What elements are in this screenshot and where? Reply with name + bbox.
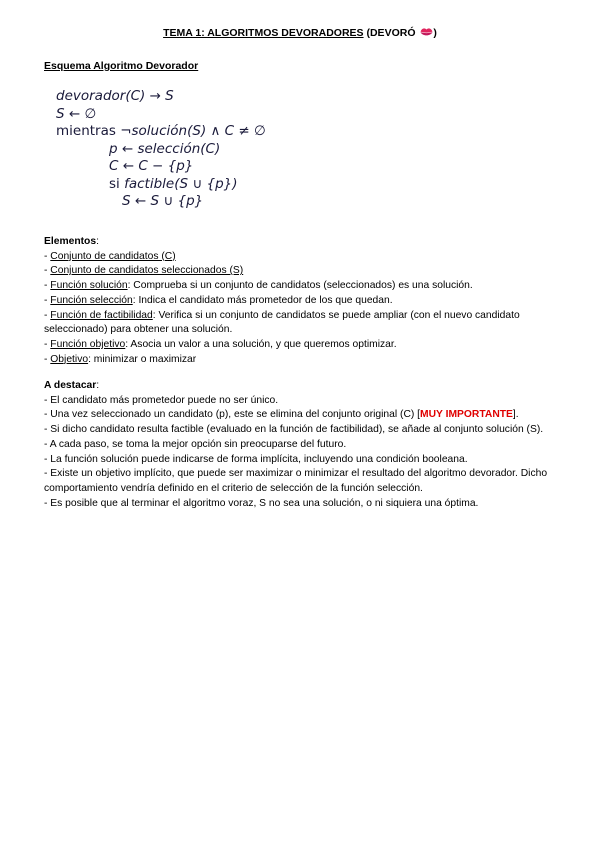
algo-line-while <box>56 123 266 141</box>
algo-select-a: p ← <box>109 140 138 157</box>
list-item <box>44 279 564 294</box>
item-desc: : minimizar o maximizar <box>88 353 197 365</box>
item-prefix: - <box>44 338 51 350</box>
algo-remove-text: C ← C − {p} <box>109 158 194 174</box>
algo-select-b: (C) <box>200 140 221 157</box>
item-term: Conjunto de candidatos seleccionados (S) <box>50 265 244 277</box>
lips-emoji-icon <box>420 27 433 41</box>
list-item <box>44 309 564 338</box>
list-item <box>44 353 564 368</box>
algo-while-fn: solución <box>131 123 188 139</box>
item-text: - Una vez seleccionado un candidato (p), este se elimina del conjunto original (C) [ <box>44 409 421 421</box>
item-desc: : Comprueba si un conjunto de candidatos (seleccionados) es una solución. <box>127 280 473 292</box>
item-term: Conjunto de candidatos (C) <box>50 250 176 262</box>
algo-while-rest: (S) ∧ C ≠ ∅ <box>187 123 266 139</box>
list-item <box>44 338 564 353</box>
title-suffix-open: (DEVORÓ <box>363 27 419 39</box>
destacar-heading <box>44 379 564 394</box>
elementos-heading-colon: : <box>96 236 99 247</box>
item-term: Función solución <box>50 280 128 292</box>
algo-line-signature <box>56 88 266 106</box>
item-term: Objetivo <box>50 353 89 365</box>
algo-while-keyword: mientras ¬ <box>56 123 132 139</box>
item-prefix: - <box>44 353 51 365</box>
item-prefix: - <box>44 250 51 262</box>
algo-line-select <box>56 141 266 159</box>
algo-line-init <box>56 106 266 124</box>
item-desc: : Asocia un valor a una solución, y que queremos optimizar. <box>125 338 397 350</box>
destacar-heading-text: A destacar <box>44 380 97 391</box>
algo-init-text: S ← ∅ <box>56 105 97 122</box>
item-prefix: - <box>44 294 51 306</box>
list-item <box>44 294 564 309</box>
algo-line-add <box>56 193 266 211</box>
list-item: - Es posible que al terminar el algoritmo voraz, S no sea una solución, o ni siquiera una óptima. <box>44 497 479 509</box>
destacar-section <box>44 379 564 511</box>
algo-signature-text: devorador(C) → S <box>56 88 174 104</box>
item-term: Función de factibilidad <box>50 309 153 321</box>
item-text-end: ]. <box>512 409 519 421</box>
important-highlight: MUY IMPORTANTE <box>420 409 513 421</box>
item-desc: : Indica el candidato más prometedor de los que quedan. <box>132 294 393 306</box>
list-item: - La función solución puede indicarse de forma implícita, incluyendo una condición booleana. <box>44 453 468 465</box>
elementos-heading <box>44 235 564 250</box>
algo-line-if <box>56 176 266 194</box>
algo-if-keyword: si <box>109 175 125 192</box>
item-term: Función selección <box>50 294 133 306</box>
list-item <box>44 408 564 423</box>
item-prefix: - <box>44 280 51 292</box>
list-item: - El candidato más prometedor puede no ser único. <box>44 394 279 406</box>
item-prefix: - <box>44 309 51 321</box>
algo-line-remove <box>56 158 266 176</box>
list-item: - Existe un objetivo implícito, que puede ser maximizar o minimizar el resultado del algoritmo devorador. Dicho comportamiento vendría definido en el criterio de selección de la función selección. <box>44 468 548 494</box>
list-item: - Si dicho candidato resulta factible (evaluado en la función de factibilidad), se añade al conjunto solución (S). <box>44 424 544 436</box>
item-term: Función objetivo <box>50 338 126 350</box>
title-main: TEMA 1: ALGORITMOS DEVORADORES <box>163 27 364 39</box>
title-suffix-close: ) <box>433 27 437 39</box>
list-item <box>44 264 564 279</box>
algo-if-fn: factible <box>124 175 175 192</box>
algorithm-pseudocode <box>56 88 266 211</box>
list-item: - A cada paso, se toma la mejor opción sin preocuparse del futuro. <box>44 438 347 450</box>
page-title <box>0 27 600 41</box>
algo-add-text: S ← S ∪ {p} <box>122 193 204 209</box>
destacar-heading-colon: : <box>96 380 100 391</box>
algo-if-b: (S ∪ {p}) <box>174 175 238 192</box>
item-desc: : Verifica si un conjunto de candidatos se puede ampliar (con el nuevo candidato seleccionado) para obtener una solución. <box>44 309 520 336</box>
item-prefix: - <box>44 265 51 277</box>
elementos-heading-text: Elementos <box>44 236 97 247</box>
elementos-section <box>44 235 564 367</box>
algo-select-fn: selección <box>137 140 201 157</box>
section-subtitle: Esquema Algoritmo Devorador <box>44 60 199 72</box>
list-item <box>44 250 564 265</box>
